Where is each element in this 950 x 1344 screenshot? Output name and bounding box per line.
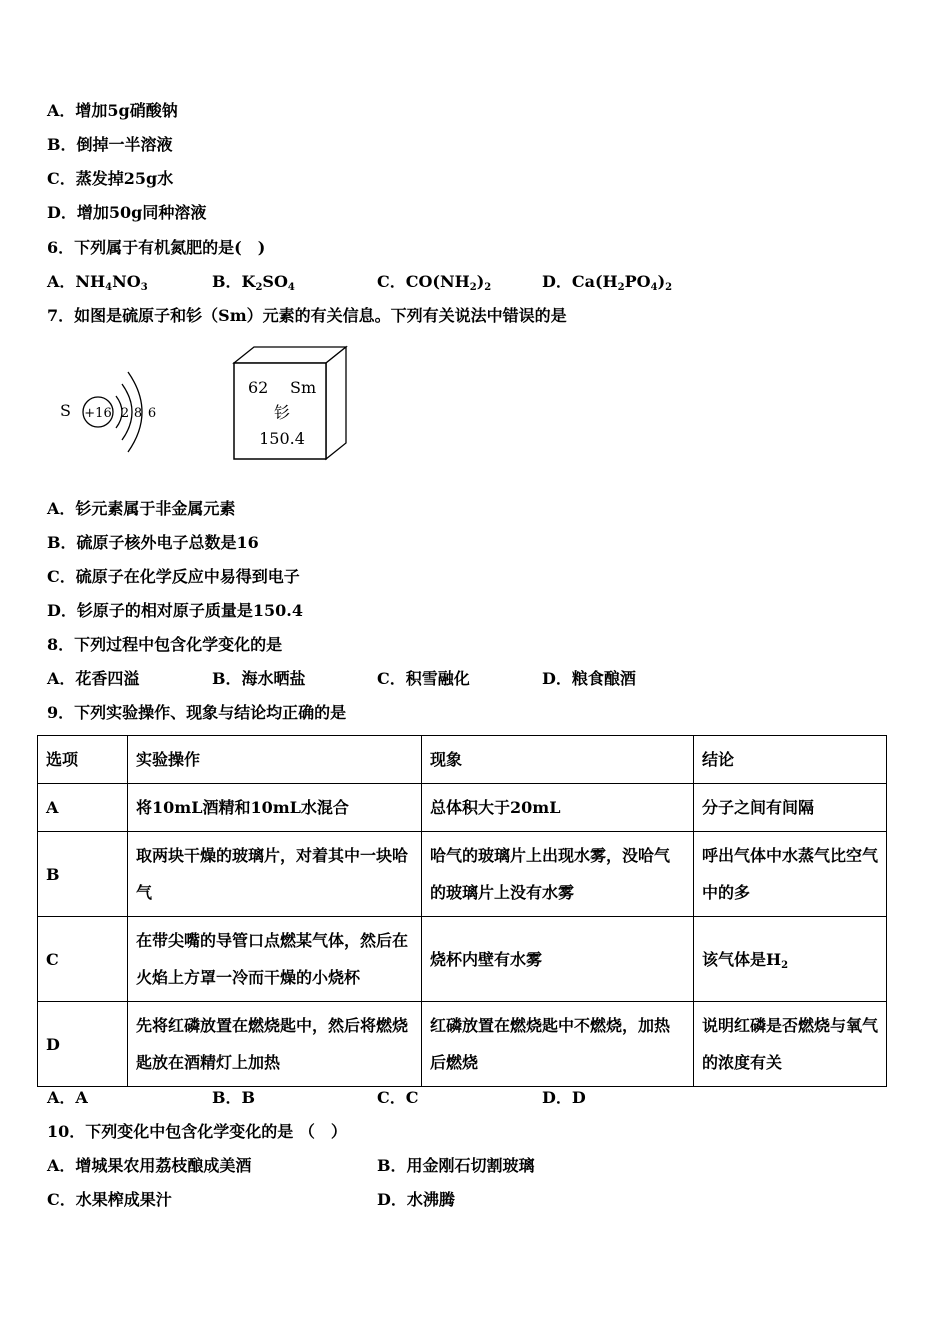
q10-stem: 10．下列变化中包含化学变化的是 （ ） xyxy=(47,1122,347,1141)
sulfur-atom-diagram xyxy=(52,362,172,462)
header-option: 选项 xyxy=(38,736,128,784)
q6-stem: 6．下列属于有机氮肥的是( ) xyxy=(47,238,266,257)
row-option: B xyxy=(38,832,128,917)
shell-2-count: 8 xyxy=(133,406,143,421)
row-operation: 在带尖嘴的导管口点燃某气体，然后在火焰上方罩一冷而干燥的小烧杯 xyxy=(128,917,422,1002)
shell-3-count: 6 xyxy=(147,406,157,421)
row-phenomenon: 红磷放置在燃烧匙中不燃烧，加热后燃烧 xyxy=(422,1002,694,1087)
q10-option-b: B．用金刚石切割玻璃 xyxy=(377,1156,535,1175)
table-row xyxy=(38,832,887,917)
table-header-row xyxy=(38,736,887,784)
q10-option-c: C．水果榨成果汁 xyxy=(47,1190,172,1209)
row-option: D xyxy=(38,1002,128,1087)
q8-option-c: C．积雪融化 xyxy=(377,669,470,688)
row-conclusion: 说明红磷是否燃烧与氧气的浓度有关 xyxy=(694,1002,887,1087)
atomic-mass: 150.4 xyxy=(259,429,305,448)
table-row xyxy=(38,917,887,1002)
row-operation: 将10mL酒精和10mL水混合 xyxy=(128,784,422,832)
table-row xyxy=(38,1002,887,1087)
header-conclusion: 结论 xyxy=(694,736,887,784)
q8-stem: 8．下列过程中包含化学变化的是 xyxy=(47,635,283,654)
q9-option-a: A．A xyxy=(47,1088,88,1107)
element-name: 钐 xyxy=(273,403,291,422)
q7-option-b: B．硫原子核外电子总数是16 xyxy=(47,533,259,552)
row-operation: 先将红磷放置在燃烧匙中，然后将燃烧匙放在酒精灯上加热 xyxy=(128,1002,422,1087)
q7-stem: 7．如图是硫原子和钐（Sm）元素的有关信息。下列有关说法中错误的是 xyxy=(47,306,567,325)
q9-stem: 9．下列实验操作、现象与结论均正确的是 xyxy=(47,703,347,722)
atom-symbol: S xyxy=(60,401,71,420)
q10-option-d: D．水沸腾 xyxy=(377,1190,455,1209)
q6-option-d: D．$Ca(H_2PO_4)_2$ xyxy=(542,272,673,293)
q8-option-d: D．粮食酿酒 xyxy=(542,669,636,688)
q7-option-d: D．钐原子的相对原子质量是150.4 xyxy=(47,601,303,620)
q5-option-d: D．增加50g同种溶液 xyxy=(47,203,207,222)
q6-option-a: A．$NH_4NO_3$ xyxy=(47,272,148,293)
q5-option-b: B．倒掉一半溶液 xyxy=(47,135,173,154)
header-operation: 实验操作 xyxy=(128,736,422,784)
q10-option-a: A．增城果农用荔枝酿成美酒 xyxy=(47,1156,252,1175)
nucleus-charge: +16 xyxy=(84,406,112,421)
q5-option-c: C．蒸发掉25g水 xyxy=(47,169,174,188)
q7-option-c: C．硫原子在化学反应中易得到电子 xyxy=(47,567,300,586)
row-phenomenon: 哈气的玻璃片上出现水雾，没哈气的玻璃片上没有水雾 xyxy=(422,832,694,917)
row-option: C xyxy=(38,917,128,1002)
q6-option-c: C．$CO(NH_2)_2$ xyxy=(377,272,492,293)
q9-option-d: D．D xyxy=(542,1088,586,1107)
experiment-table xyxy=(37,735,887,1087)
q7-option-a: A．钐元素属于非金属元素 xyxy=(47,499,236,518)
q9-option-c: C．C xyxy=(377,1088,419,1107)
row-phenomenon: 烧杯内壁有水雾 xyxy=(422,917,694,1002)
table-row xyxy=(38,784,887,832)
row-conclusion: 该气体是$H_2$ xyxy=(694,917,887,1002)
row-conclusion: 分子之间有间隔 xyxy=(694,784,887,832)
q5-option-a: A．增加5g硝酸钠 xyxy=(47,101,178,120)
row-phenomenon: 总体积大于20mL xyxy=(422,784,694,832)
q9-option-b: B．B xyxy=(212,1088,256,1107)
q8-option-a: A．花香四溢 xyxy=(47,669,140,688)
row-option: A xyxy=(38,784,128,832)
row-operation: 取两块干燥的玻璃片，对着其中一块哈气 xyxy=(128,832,422,917)
samarium-element-box xyxy=(228,343,353,465)
q6-option-b: B．$K_2SO_4$ xyxy=(212,272,295,293)
shell-1-count: 2 xyxy=(120,406,130,421)
q8-option-b: B．海水晒盐 xyxy=(212,669,306,688)
header-phenomenon: 现象 xyxy=(422,736,694,784)
element-symbol: Sm xyxy=(290,378,317,397)
row-conclusion: 呼出气体中水蒸气比空气中的多 xyxy=(694,832,887,917)
atomic-number: 62 xyxy=(248,378,269,397)
